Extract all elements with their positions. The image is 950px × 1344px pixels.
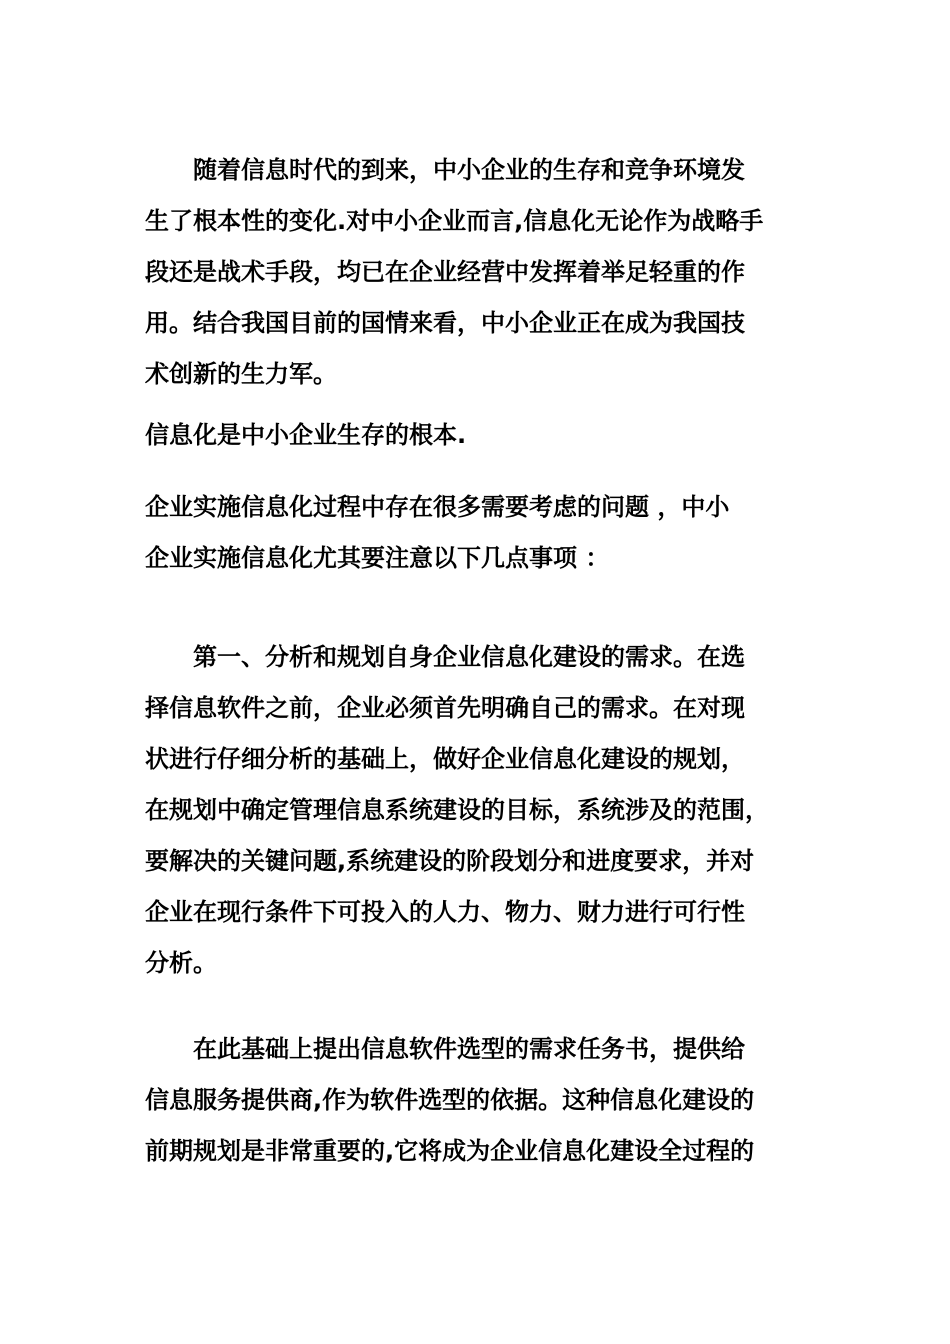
- text-line: 第一、分析和规划自身企业信息化建设的需求。在选: [145, 643, 745, 671]
- text-line: 企业实施信息化过程中存在很多需要考虑的问题 ，中小: [145, 493, 730, 521]
- text-line: 要解决的关键问题,系统建设的阶段划分和进度要求，并对: [145, 847, 755, 875]
- text-line: 术创新的生力军。: [145, 360, 337, 388]
- paragraph-requirements: [145, 1024, 805, 1177]
- paragraph-issues: [145, 482, 805, 584]
- text-line: 企业在现行条件下可投入的人力、物力、财力进行可行性: [145, 898, 745, 926]
- paragraph-heading: [145, 410, 805, 461]
- text-line: 随着信息时代的到来，中小企业的生存和竞争环境发: [145, 156, 745, 184]
- text-line: 信息服务提供商,作为软件选型的依据。这种信息化建设的: [145, 1086, 755, 1114]
- text-line: 企业实施信息化尤其要注意以下几点事项 ：: [145, 544, 610, 572]
- text-line: 前期规划是非常重要的,它将成为企业信息化建设全过程的: [145, 1137, 755, 1165]
- text-line: 择信息软件之前，企业必须首先明确自己的需求。在对现: [145, 694, 745, 722]
- text-line: 段还是战术手段，均已在企业经营中发挥着举足轻重的作: [145, 258, 745, 286]
- text-line: 在规划中确定管理信息系统建设的目标，系统涉及的范围，: [145, 796, 769, 824]
- text-line: 在此基础上提出信息软件选型的需求任务书，提供给: [145, 1035, 745, 1063]
- text-line: 生了根本性的变化.对中小企业而言,信息化无论作为战略手: [145, 207, 764, 235]
- text-line: 信息化是中小企业生存的根本.: [145, 421, 467, 449]
- text-line: 用。结合我国目前的国情来看，中小企业正在成为我国技: [145, 309, 745, 337]
- paragraph-intro: [145, 145, 805, 400]
- text-line: 分析。: [145, 949, 217, 977]
- paragraph-first-point: [145, 632, 805, 989]
- text-line: 状进行仔细分析的基础上，做好企业信息化建设的规划，: [145, 745, 745, 773]
